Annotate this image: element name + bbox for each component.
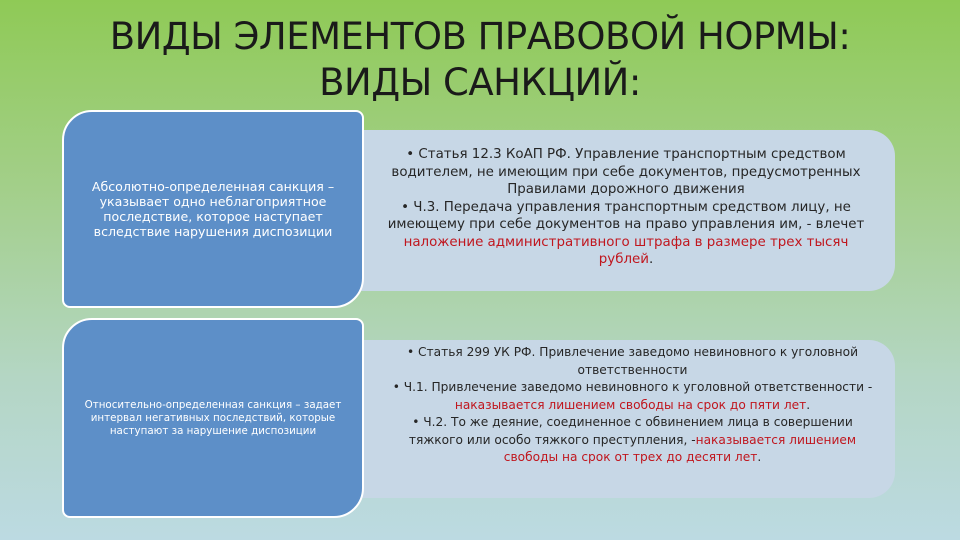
example-1-period: . <box>648 252 654 267</box>
sanction-example-2-text <box>385 344 880 467</box>
example-1-article: • Статья 12.3 КоАП РФ. Управление транспортным средством водителем, не имеющим при себе документов, предусмотренных Правилами дорожного движения <box>391 147 861 197</box>
example-2-part-1-period: . <box>806 397 811 412</box>
example-2-part-1 <box>385 379 880 414</box>
example-2-part-1-penalty: наказывается лишением свободы на срок до пяти лет <box>454 397 807 412</box>
example-1-penalty: наложение административного штрафа в размере трех тысяч рублей <box>403 234 849 267</box>
sanction-example-1-text <box>378 146 874 269</box>
example-2-article: • Статья 299 УК РФ. Привлечение заведомо невиновного к уголовной ответственности <box>406 345 858 377</box>
absolute-sanction-text: Абсолютно-определенная санкция – указывает одно неблагоприятное последствие, которое наступает вследствие нарушения диспозиции <box>91 179 335 239</box>
relative-sanction-text: Относительно-определенная санкция – задает интервал негативных последствий, которые наступают за нарушение диспозиции <box>84 398 342 437</box>
example-2-part-1-text: • Ч.1. Привлечение заведомо невиновного к уголовной ответственности - <box>392 380 873 394</box>
absolute-sanction-box <box>62 110 364 308</box>
relative-sanction-box <box>62 318 364 518</box>
page-title: ВИДЫ ЭЛЕМЕНТОВ ПРАВОВОЙ НОРМЫ: ВИДЫ САНКЦИЙ: <box>109 15 851 104</box>
example-1-part-text: • Ч.3. Передача управления транспортным средством лицу, не имеющему при себе документов на право управления им, - влечет <box>387 199 865 232</box>
example-2-part-2-period: . <box>757 450 762 464</box>
example-2-part-2 <box>385 414 880 467</box>
example-2-part-2-penalty: наказывается лишением свободы на срок от трех до десяти лет <box>503 432 857 464</box>
example-1-part <box>378 199 874 269</box>
example-2-part-2-text: • Ч.2. То же деяние, соединенное с обвинением лица в совершении тяжкого или особо тяжкого преступления, - <box>408 415 853 447</box>
